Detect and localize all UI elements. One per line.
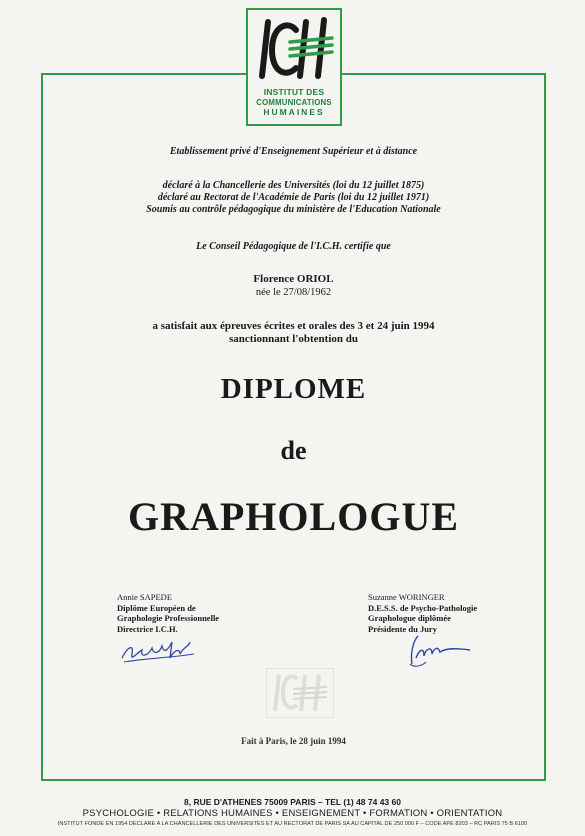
ich-logo xyxy=(246,8,342,126)
title-diplome: DIPLOME xyxy=(220,373,367,405)
left-signatory-line-3: Directrice I.C.H. xyxy=(117,623,178,634)
footer-address: 8, RUE D'ATHENES 75009 PARIS – TEL (1) 48 74 43 60 xyxy=(184,797,401,807)
logo-line-1: INSTITUT DES xyxy=(263,87,325,97)
right-signatory-line-1: D.E.S.S. de Psycho-Pathologie xyxy=(368,602,478,613)
logo-line-2: COMMUNICATIONS xyxy=(256,98,332,107)
embossed-ich-logo xyxy=(267,669,333,717)
right-signature-image xyxy=(404,630,476,672)
logo-line-3: HUMAINES xyxy=(263,107,325,117)
left-signatory xyxy=(117,592,219,634)
right-signatory-line-2: Graphologue diplômée xyxy=(368,613,451,623)
left-signatory-name: Annie SAPEDE xyxy=(117,592,173,602)
recipient-birthdate: née le 27/08/1962 xyxy=(255,287,332,298)
title-graphologue: GRAPHOLOGUE xyxy=(127,494,460,539)
left-signatory-line-1: Diplôme Européen de xyxy=(117,602,196,613)
left-signatory-line-2: Graphologie Professionnelle xyxy=(117,613,220,623)
declaration-3: Soumis au contrôle pédagogique du ministère de l'Education Nationale xyxy=(146,204,441,215)
recipient-name: Florence ORIOL xyxy=(253,273,334,285)
establishment-line: Etablissement privé d'Enseignement Supérieur et à distance xyxy=(169,146,418,157)
exam-statement xyxy=(41,320,546,346)
right-signatory-name: Suzanne WORINGER xyxy=(368,592,445,602)
declarations xyxy=(41,180,546,216)
ich-logo-mark xyxy=(254,16,334,84)
left-signature-image xyxy=(118,632,198,668)
date-line: Fait à Paris, le 28 juin 1994 xyxy=(241,736,346,746)
footer-legal: INSTITUT FONDE EN 1954 DECLARE A LA CHANCELLERIE DES UNIVERSITES ET AU RECTORAT DE PARIS SA AU CAPITAL DE 250 000 F – CODE APE 8203 – RC PARIS 75 B 6100 xyxy=(57,821,528,827)
title-de: de xyxy=(280,436,307,465)
declaration-2: déclaré au Rectorat de l'Académie de Paris (loi du 12 juillet 1971) xyxy=(157,192,430,203)
right-signatory xyxy=(368,592,477,634)
exam-line-1: a satisfait aux épreuves écrites et orales des 3 et 24 juin 1994 xyxy=(152,320,435,332)
right-signatory-line-3: Présidente du Jury xyxy=(368,623,437,634)
exam-line-2: sanctionnant l'obtention du xyxy=(229,333,358,345)
council-statement: Le Conseil Pédagogique de l'I.C.H. certifie que xyxy=(196,241,391,252)
declaration-1: déclaré à la Chancellerie des Universités (loi du 12 juillet 1875) xyxy=(162,180,425,191)
footer-subjects: PSYCHOLOGIE • RELATIONS HUMAINES • ENSEIGNEMENT • FORMATION • ORIENTATION xyxy=(82,808,503,819)
embossed-seal xyxy=(266,668,334,718)
